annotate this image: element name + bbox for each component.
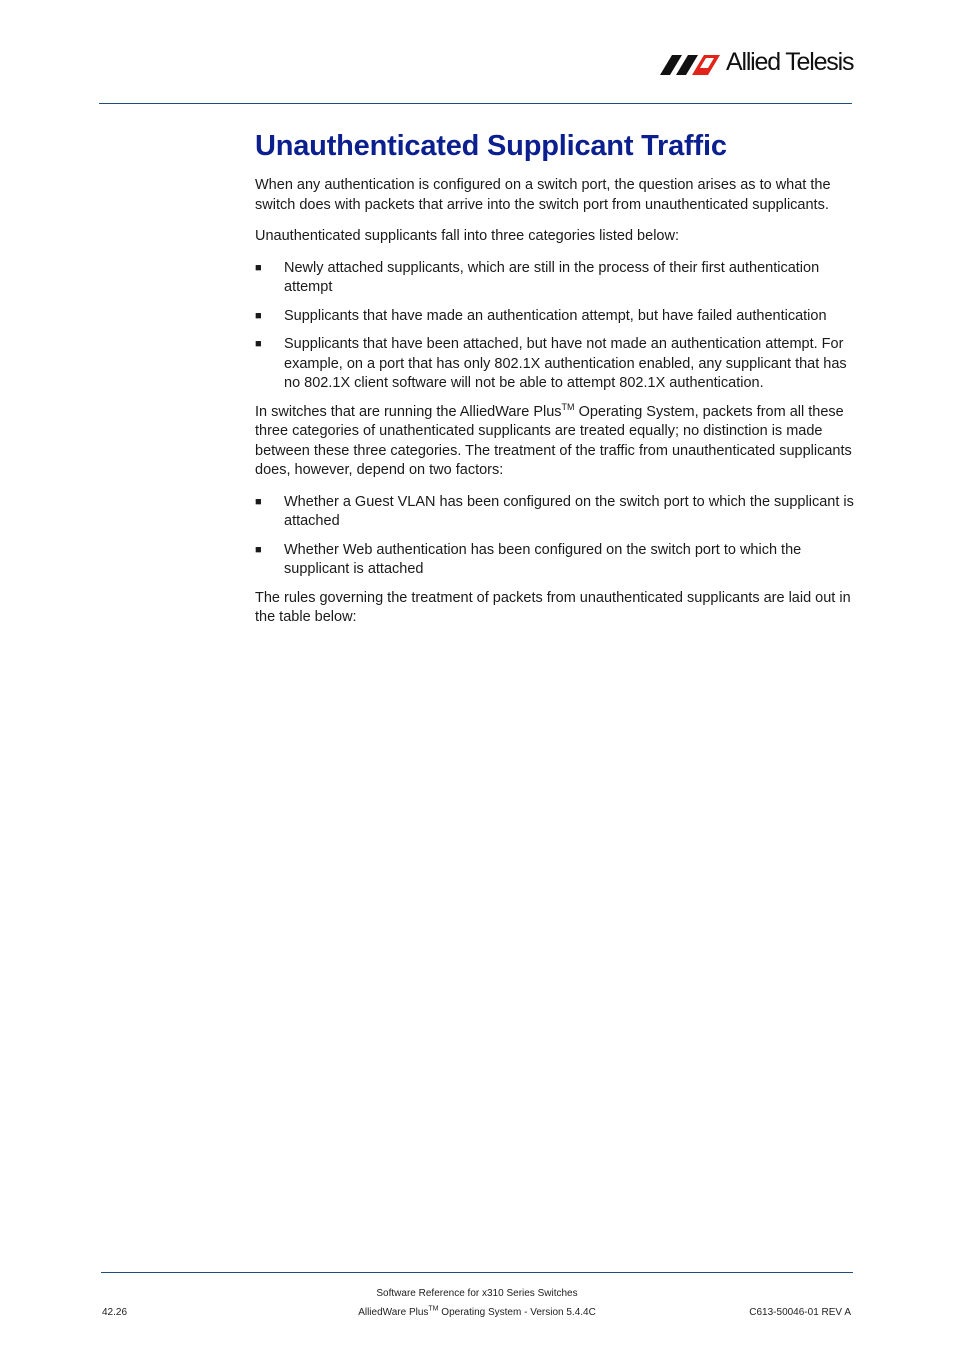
main-content: [255, 126, 855, 640]
header-divider: [99, 103, 852, 104]
bullet-icon: ■: [255, 338, 262, 350]
footer-divider: [101, 1272, 853, 1273]
categories-list: [255, 259, 855, 394]
bullet-icon: ■: [255, 543, 262, 556]
list-item: ■ Newly attached supplicants, which are still in the process of their first authentication attempt: [255, 259, 820, 295]
bullet-icon: ■: [255, 309, 262, 322]
list-item: ■ Supplicants that have been attached, but have not made an authentication attempt. For example, on a port that has only 802.1X authentication enabled, any supplicant that has no 802.1X client software will not be able to attempt 802.1X authentication.: [255, 336, 847, 391]
logo-text: Allied Telesis: [726, 48, 854, 76]
page-number: 42.26: [102, 1307, 128, 1318]
bullet-icon: ■: [255, 495, 262, 508]
treatment-paragraph: In switches that are running the AlliedWare Plus™ Operating System, packets from all these three categories of unathenticated supplicants are treated equally; no distinction is made between these three categories. The treatment of the traffic from unauthenticated supplicants does, however, depend on two factors:: [255, 401, 852, 478]
bullet-icon: ■: [255, 261, 262, 274]
list-item: ■ Whether Web authentication has been configured on the switch port to which the supplicant is attached: [255, 541, 802, 577]
page-title: Unauthenticated Supplicant Traffic: [255, 130, 727, 162]
document-id: C613-50046-01 REV A: [749, 1307, 851, 1318]
categories-intro: Unauthenticated supplicants fall into three categories listed below:: [255, 228, 679, 244]
footer-os-version: AlliedWare Plus™ Operating System - Version 5.4.4C: [358, 1305, 596, 1318]
list-item: ■ Whether a Guest VLAN has been configured on the switch port to which the supplicant is attached: [255, 493, 854, 529]
factors-list: [255, 493, 855, 580]
intro-paragraph: When any authentication is configured on a switch port, the question arises as to what the switch does with packets that arrive into the switch port from unauthenticated supplicants.: [255, 177, 831, 213]
footer-title: Software Reference for x310 Series Switches: [376, 1288, 578, 1299]
rules-paragraph: The rules governing the treatment of packets from unauthenticated supplicants are laid out in the table below:: [255, 589, 851, 625]
list-item: ■ Supplicants that have made an authentication attempt, but have failed authentication: [255, 307, 855, 327]
logo-mark-icon: [660, 54, 722, 76]
allied-telesis-logo: [660, 48, 856, 80]
